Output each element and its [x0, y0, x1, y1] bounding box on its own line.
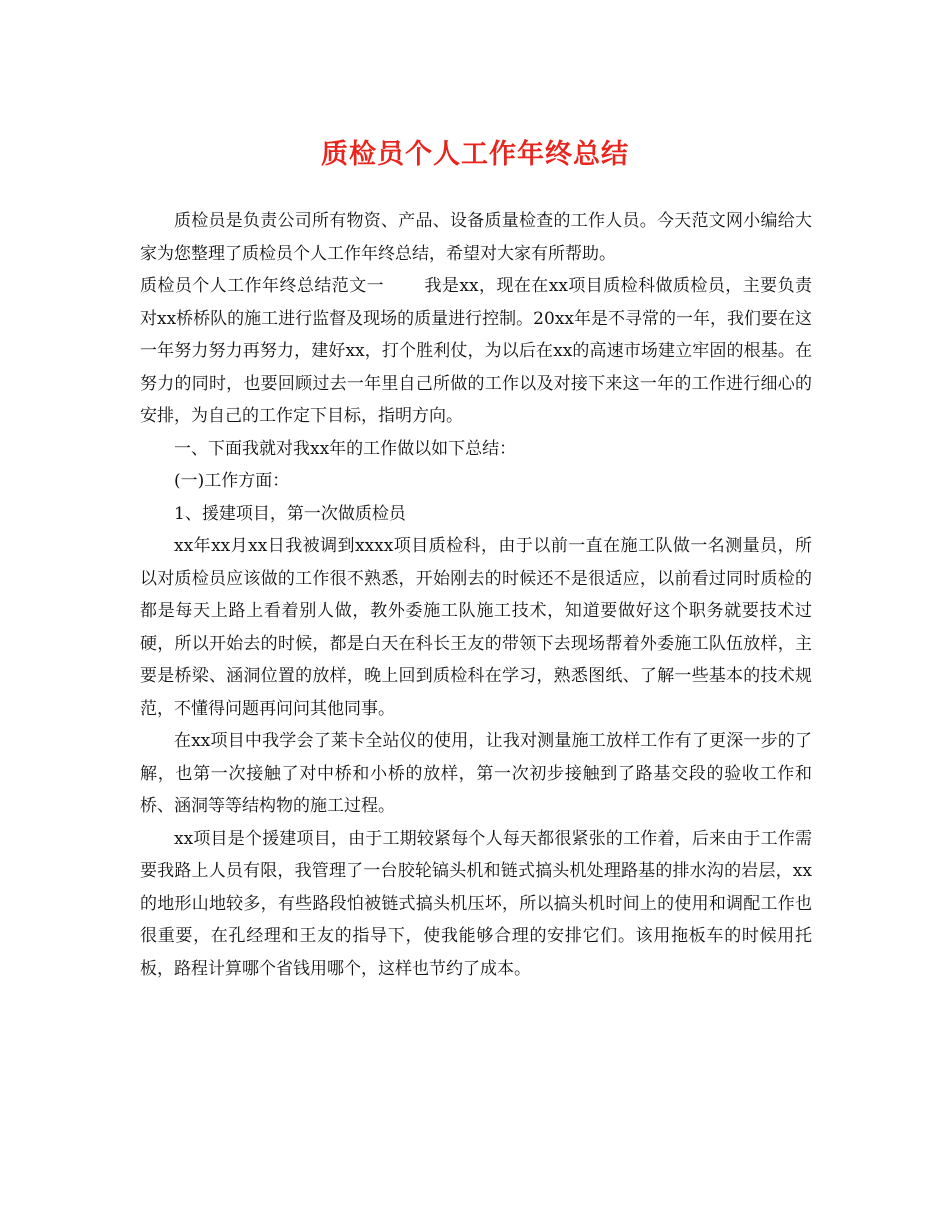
document-body: [140, 205, 812, 985]
sample-paragraph: [140, 270, 812, 433]
body-paragraph-2: 在xx项目中我学会了莱卡全站仪的使用，让我对测量施工放样工作有了更深一步的了解，也第一次接触了对中桥和小桥的放样，第一次初步接触到了路基交段的验收工作和桥、涵洞等等结构物的施工过程。: [140, 731, 812, 816]
item-heading: 1、援建项目，第一次做质检员: [174, 503, 406, 524]
page-title: 质检员个人工作年终总结: [321, 139, 629, 170]
subsection-heading: (一)工作方面：: [174, 471, 290, 491]
intro-paragraph: 质检员是负责公司所有物资、产品、设备质量检查的工作人员。今天范文网小编给大家为您整理了质检员个人工作年终总结，希望对大家有所帮助。: [140, 211, 812, 264]
section-heading: 一、下面我就对我xx年的工作做以如下总结：: [174, 438, 517, 459]
body-paragraph-3: xx项目是个援建项目，由于工期较紧每个人每天都很紧张的工作着，后来由于工作需要我路上人员有限，我管理了一台胶轮镐头机和链式搞头机处理路基的排水沟的岩层，xx的地形山地较多，有些路段怕被链式搞头机压坏，所以搞头机时间上的使用和调配工作也很重要，在孔经理和王友的指导下，使我能够合理的安排它们。该用拖板车的时候用托板，路程计算哪个省钱用哪个，这样也节约了成本。: [140, 828, 812, 979]
body-paragraph-1: xx年xx月xx日我被调到xxxx项目质检科，由于以前一直在施工队做一名测量员，所以对质检员应该做的工作很不熟悉，开始刚去的时候还不是很适应，以前看过同时质检的都是每天上路上看着别人做，教外委施工队施工技术，知道要做好这个职务就要技术过硬，所以开始去的时候，都是白天在科长王友的带领下去现场帮着外委施工队伍放样，主要是桥梁、涵洞位置的放样，晚上回到质检科在学习，熟悉图纸、了解一些基本的技术规范，不懂得问题再问问其他同事。: [140, 536, 812, 719]
sample-heading: 质检员个人工作年终总结范文一: [140, 276, 385, 296]
sample-body: 我是xx，现在在xx项目质检科做质检员，主要负责对xx桥桥队的施工进行监督及现场的质量进行控制。20xx年是不寻常的一年，我们要在这一年努力努力再努力，建好xx，打个胜利仗，为以后在xx的高速市场建立牢固的根基。在努力的同时，也要回顾过去一年里自己所做的工作以及对接下来这一年的工作进行细心的安排，为自己的工作定下目标，指明方向。: [140, 276, 813, 426]
